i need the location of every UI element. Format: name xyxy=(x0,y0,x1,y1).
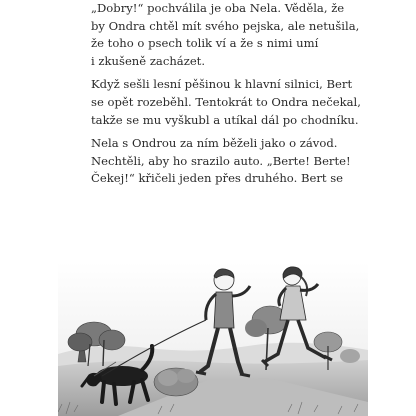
text-line: i zkušeně zacházet. xyxy=(91,53,206,68)
story-illustration xyxy=(58,262,368,416)
text-line: Když sešli lesní pěšinou k hlavní silnici, Bert xyxy=(91,77,353,92)
text-line: že toho o psech tolik ví a že s nimi umí xyxy=(91,36,319,51)
bush-middle xyxy=(154,368,198,396)
text-line: Nechtěli, aby ho srazilo auto. „Berte! Berte! xyxy=(91,153,351,168)
text-line: „Dobry!“ pochválila je oba Nela. Věděla, že xyxy=(91,1,345,15)
paragraph-3 xyxy=(81,135,351,188)
text-line: by Ondra chtěl mít svého pejska, ale netušila, xyxy=(91,18,360,33)
text-line: Čekej!“ křičeli jeden přes druhého. Bert se xyxy=(91,171,344,186)
text-line: Nela s Ondrou za ním běželi jako o závod. xyxy=(91,136,338,151)
text-line: se opět rozeběhl. Tentokrát to Ondra nečekal, xyxy=(91,94,361,109)
text-line: takže se mu vyškubl a utíkal dál po chodníku. xyxy=(91,112,359,127)
paragraph-2 xyxy=(81,76,361,129)
paragraph-1 xyxy=(81,0,360,70)
story-text xyxy=(81,0,361,194)
